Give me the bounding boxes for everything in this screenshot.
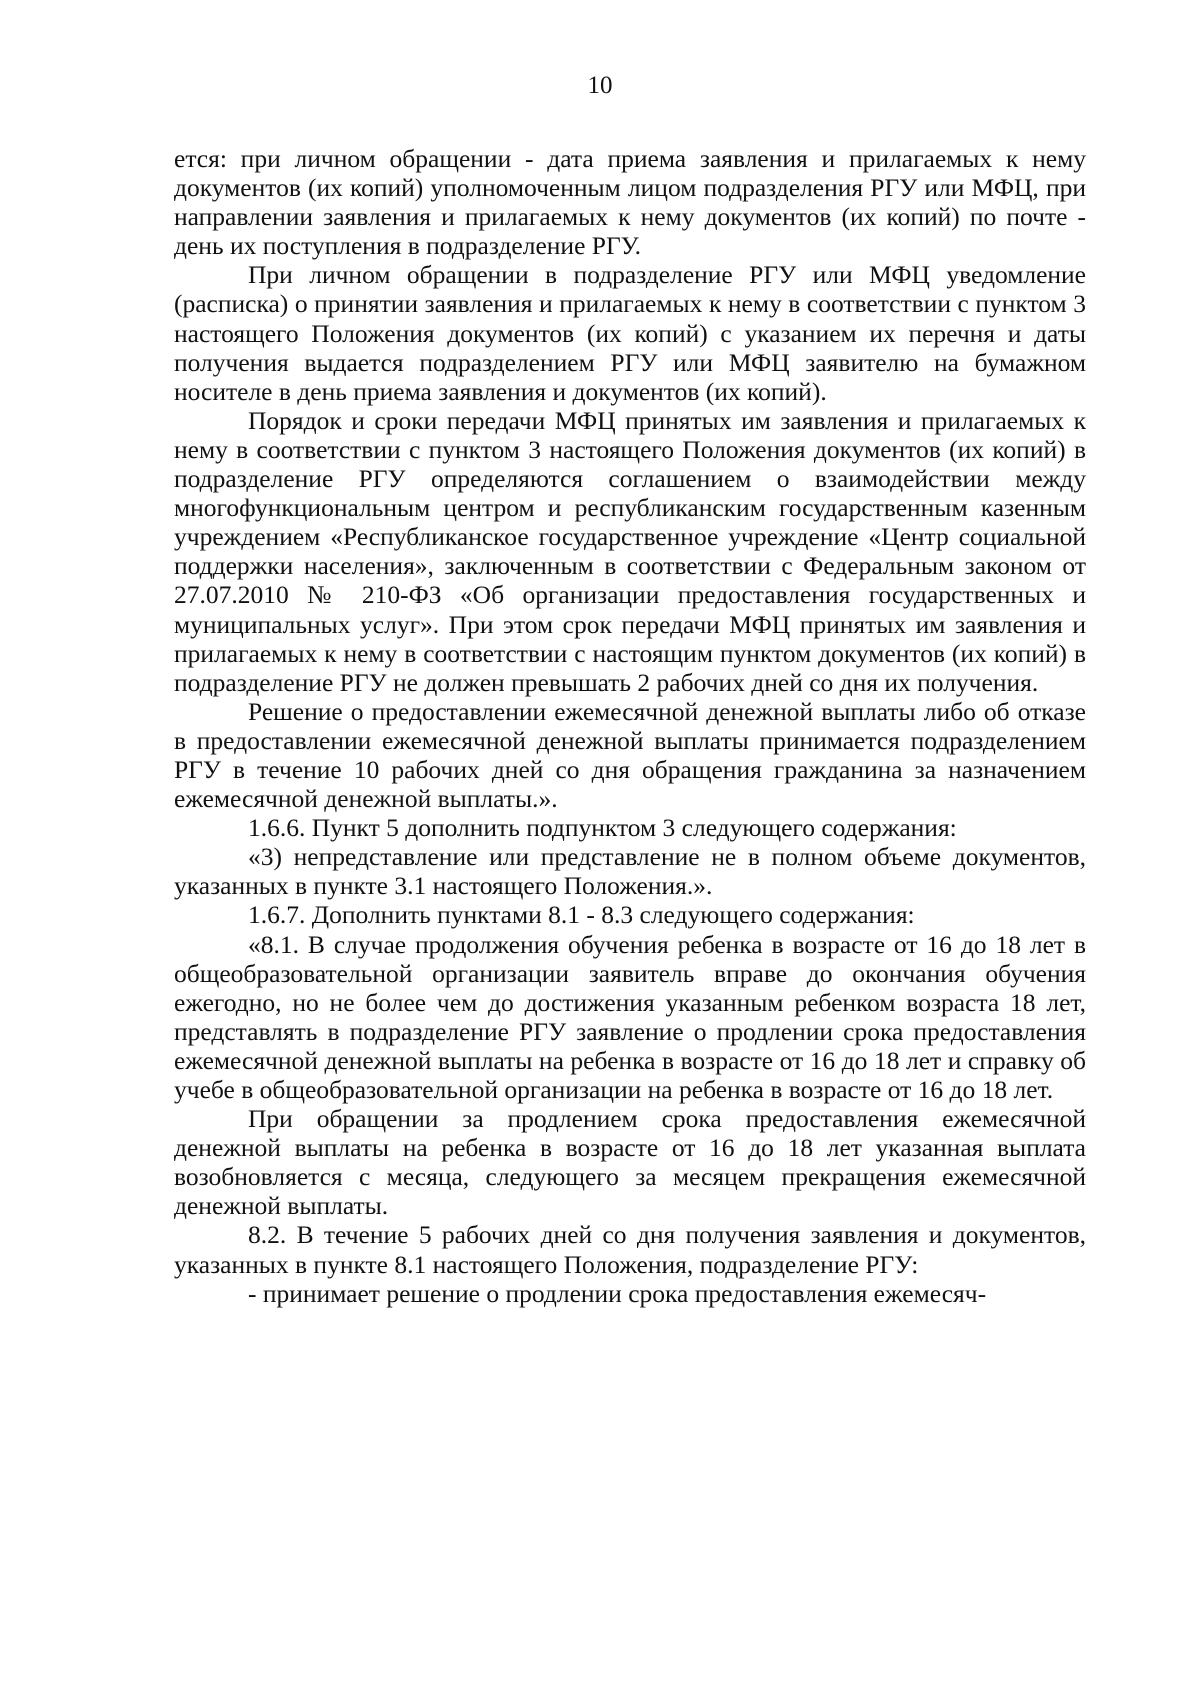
paragraph: «3) непредставление или представление не в полном объеме документов, указанных в пункте 3.1 настоящего Положения.». xyxy=(174,842,1086,901)
paragraph: 1.6.6. Пункт 5 дополнить подпунктом 3 следующего содержания: xyxy=(248,813,957,843)
paragraph: Порядок и сроки передачи МФЦ принятых им заявления и прилагаемых к нему в соответствии с пунктом 3 настоящего Положения документов (их копий) в подразделение РГУ определяются соглашением о взаимодействии между многофункциональным центром и республиканским государственным казенным учреждением «Республиканское государственное учреждение «Центр социальной поддержки населения», заключенным в соответствии с Федеральным законом от 27.07.2010 № 210-ФЗ «Об организации предоставления государственных и муниципальных услуг». При этом срок передачи МФЦ принятых им заявления и прилагаемых к нему в соответствии с настоящим пунктом документов (их копий) в подразделение РГУ не должен превышать 2 рабочих дней со дня их получения. xyxy=(174,405,1086,697)
document-body xyxy=(174,144,1086,1308)
paragraph: При личном обращении в подразделение РГУ или МФЦ уведомление (расписка) о принятии заявления и прилагаемых к нему в соответствии с пунктом 3 настоящего Положения документов (их копий) с указанием их перечня и даты получения выдается подразделением РГУ или МФЦ заявителю на бумажном носителе в день приема заявления и документов (их копий). xyxy=(174,260,1086,406)
paragraph: 1.6.7. Дополнить пунктами 8.1 - 8.3 следующего содержания: xyxy=(248,900,915,930)
page-number: 10 xyxy=(587,72,613,99)
paragraph: ется: при личном обращении - дата приема заявления и прилагаемых к нему документов (их копий) уполномоченным лицом подразделения РГУ или МФЦ, при направлении заявления и прилагаемых к нему документов (их копий) по почте - день их поступления в подразделение РГУ. xyxy=(174,144,1086,261)
paragraph: - принимает решение о продлении срока предоставления ежемесяч- xyxy=(248,1278,987,1308)
paragraph: 8.2. В течение 5 рабочих дней со дня получения заявления и документов, указанных в пункте 8.1 настоящего Положения, подразделение РГУ: xyxy=(174,1220,1086,1279)
paragraph: При обращении за продлением срока предоставления ежемесячной денежной выплаты на ребенка в возрасте от 16 до 18 лет указанная выплата возобновляется с месяца, следующего за месяцем прекращения ежемесячной денежной выплаты. xyxy=(174,1104,1086,1221)
paragraph: «8.1. В случае продолжения обучения ребенка в возрасте от 16 до 18 лет в общеобразовательной организации заявитель вправе до окончания обучения ежегодно, но не более чем до достижения указанным ребенком возраста 18 лет, представлять в подразделение РГУ заявление о продлении срока предоставления ежемесячной денежной выплаты на ребенка в возрасте от 16 до 18 лет и справку об учебе в общеобразовательной организации на ребенка в возрасте от 16 до 18 лет. xyxy=(174,929,1086,1104)
paragraph: Решение о предоставлении ежемесячной денежной выплаты либо об отказе в предоставлении ежемесячной денежной выплаты принимается подразделением РГУ в течение 10 рабочих дней со дня обращения гражданина за назначением ежемесячной денежной выплаты.». xyxy=(174,696,1086,814)
